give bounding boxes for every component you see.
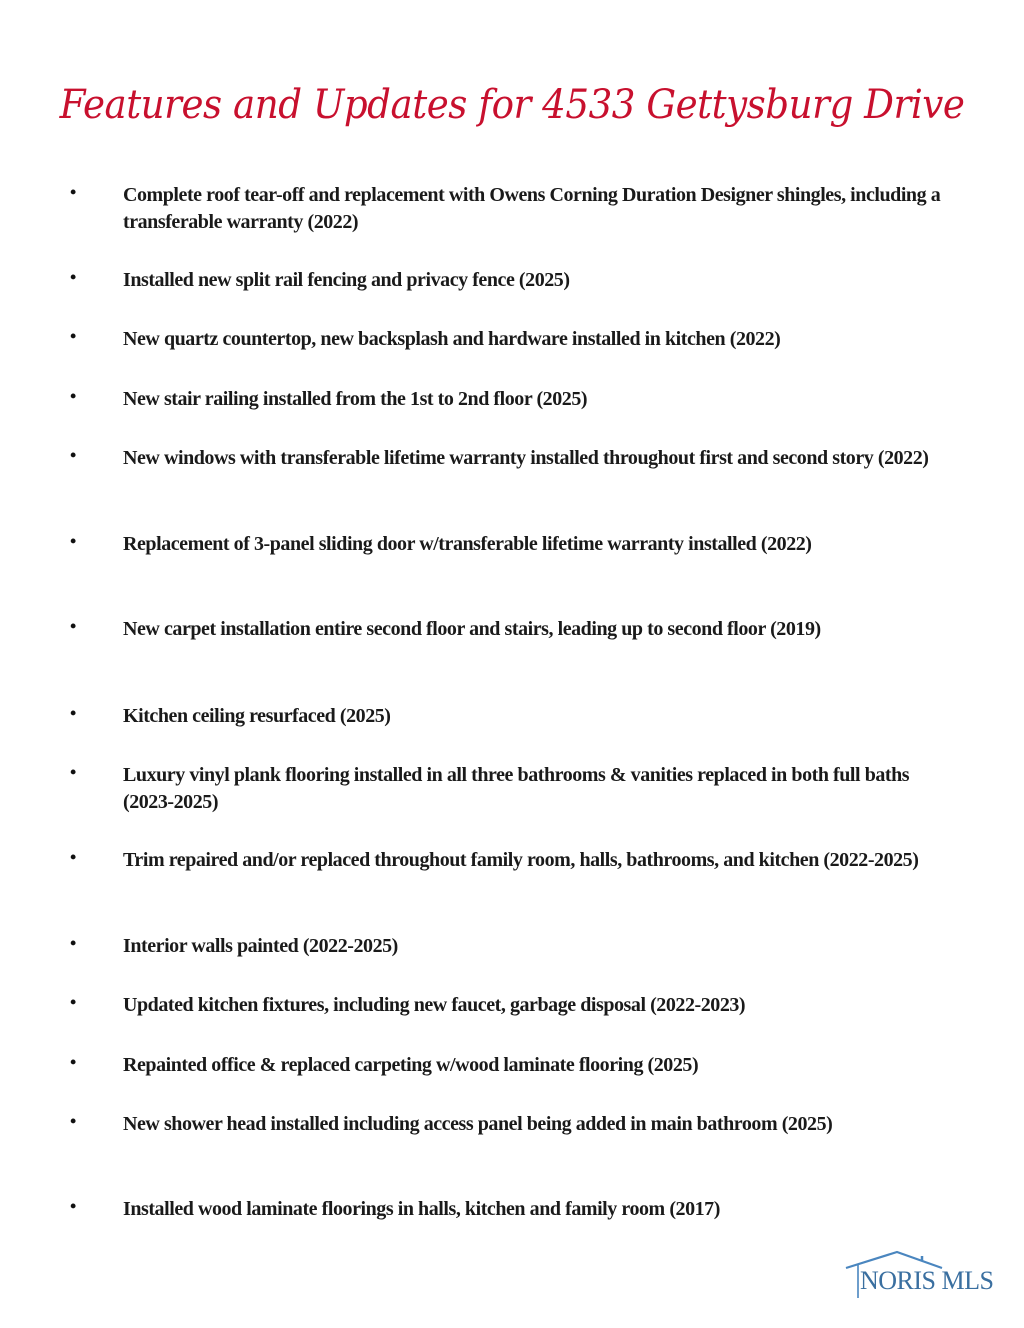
bullet-icon: •: [70, 1111, 77, 1131]
bullet-icon: •: [70, 933, 77, 953]
bullet-icon: •: [70, 616, 77, 636]
bullet-icon: •: [70, 703, 77, 723]
list-item-text: Interior walls painted (2022-2025): [123, 935, 398, 957]
list-item-text: Repainted office & replaced carpeting w/wood laminate flooring (2025): [123, 1054, 699, 1076]
logo-text: NORIS MLS: [860, 1266, 994, 1295]
list-item-text: Kitchen ceiling resurfaced (2025): [123, 705, 391, 727]
list-item-text: New carpet installation entire second floor and stairs, leading up to second floor (2019): [123, 618, 821, 640]
page-title: Features and Updates for 4533 Gettysburg Drive: [59, 82, 965, 128]
list-item-text: Installed new split rail fencing and privacy fence (2025): [123, 269, 570, 291]
bullet-icon: •: [70, 182, 77, 202]
list-item-text: Updated kitchen fixtures, including new faucet, garbage disposal (2022-2023): [123, 994, 746, 1016]
bullet-icon: •: [70, 1052, 77, 1072]
noris-mls-logo: [842, 1250, 1012, 1305]
bullet-icon: •: [70, 326, 77, 346]
list-item-text: New shower head installed including access panel being added in main bathroom (2025): [123, 1113, 833, 1135]
bullet-icon: •: [70, 992, 77, 1012]
bullet-icon: •: [70, 267, 77, 287]
list-item-text: Installed wood laminate floorings in halls, kitchen and family room (2017): [123, 1198, 720, 1220]
list-item-text: New stair railing installed from the 1st to 2nd floor (2025): [123, 388, 588, 410]
bullet-icon: •: [70, 445, 77, 465]
bullet-icon: •: [70, 847, 77, 867]
bullet-icon: •: [70, 762, 77, 782]
list-item-text: Complete roof tear-off and replacement with Owens Corning Duration Designer shingles, including a transferable warranty (2022): [123, 184, 941, 233]
list-item-text: New quartz countertop, new backsplash and hardware installed in kitchen (2022): [123, 328, 781, 350]
list-item-text: Trim repaired and/or replaced throughout family room, halls, bathrooms, and kitchen (2022-2025): [123, 849, 919, 871]
bullet-icon: •: [70, 386, 77, 406]
list-item-text: Replacement of 3-panel sliding door w/transferable lifetime warranty installed (2022): [123, 533, 812, 555]
list-item-text: New windows with transferable lifetime warranty installed throughout first and second story (2022): [123, 447, 929, 469]
bullet-icon: •: [70, 531, 77, 551]
list-item-text: Luxury vinyl plank flooring installed in all three bathrooms & vanities replaced in both full baths (2023-2025): [123, 764, 910, 813]
bullet-icon: •: [70, 1196, 77, 1216]
